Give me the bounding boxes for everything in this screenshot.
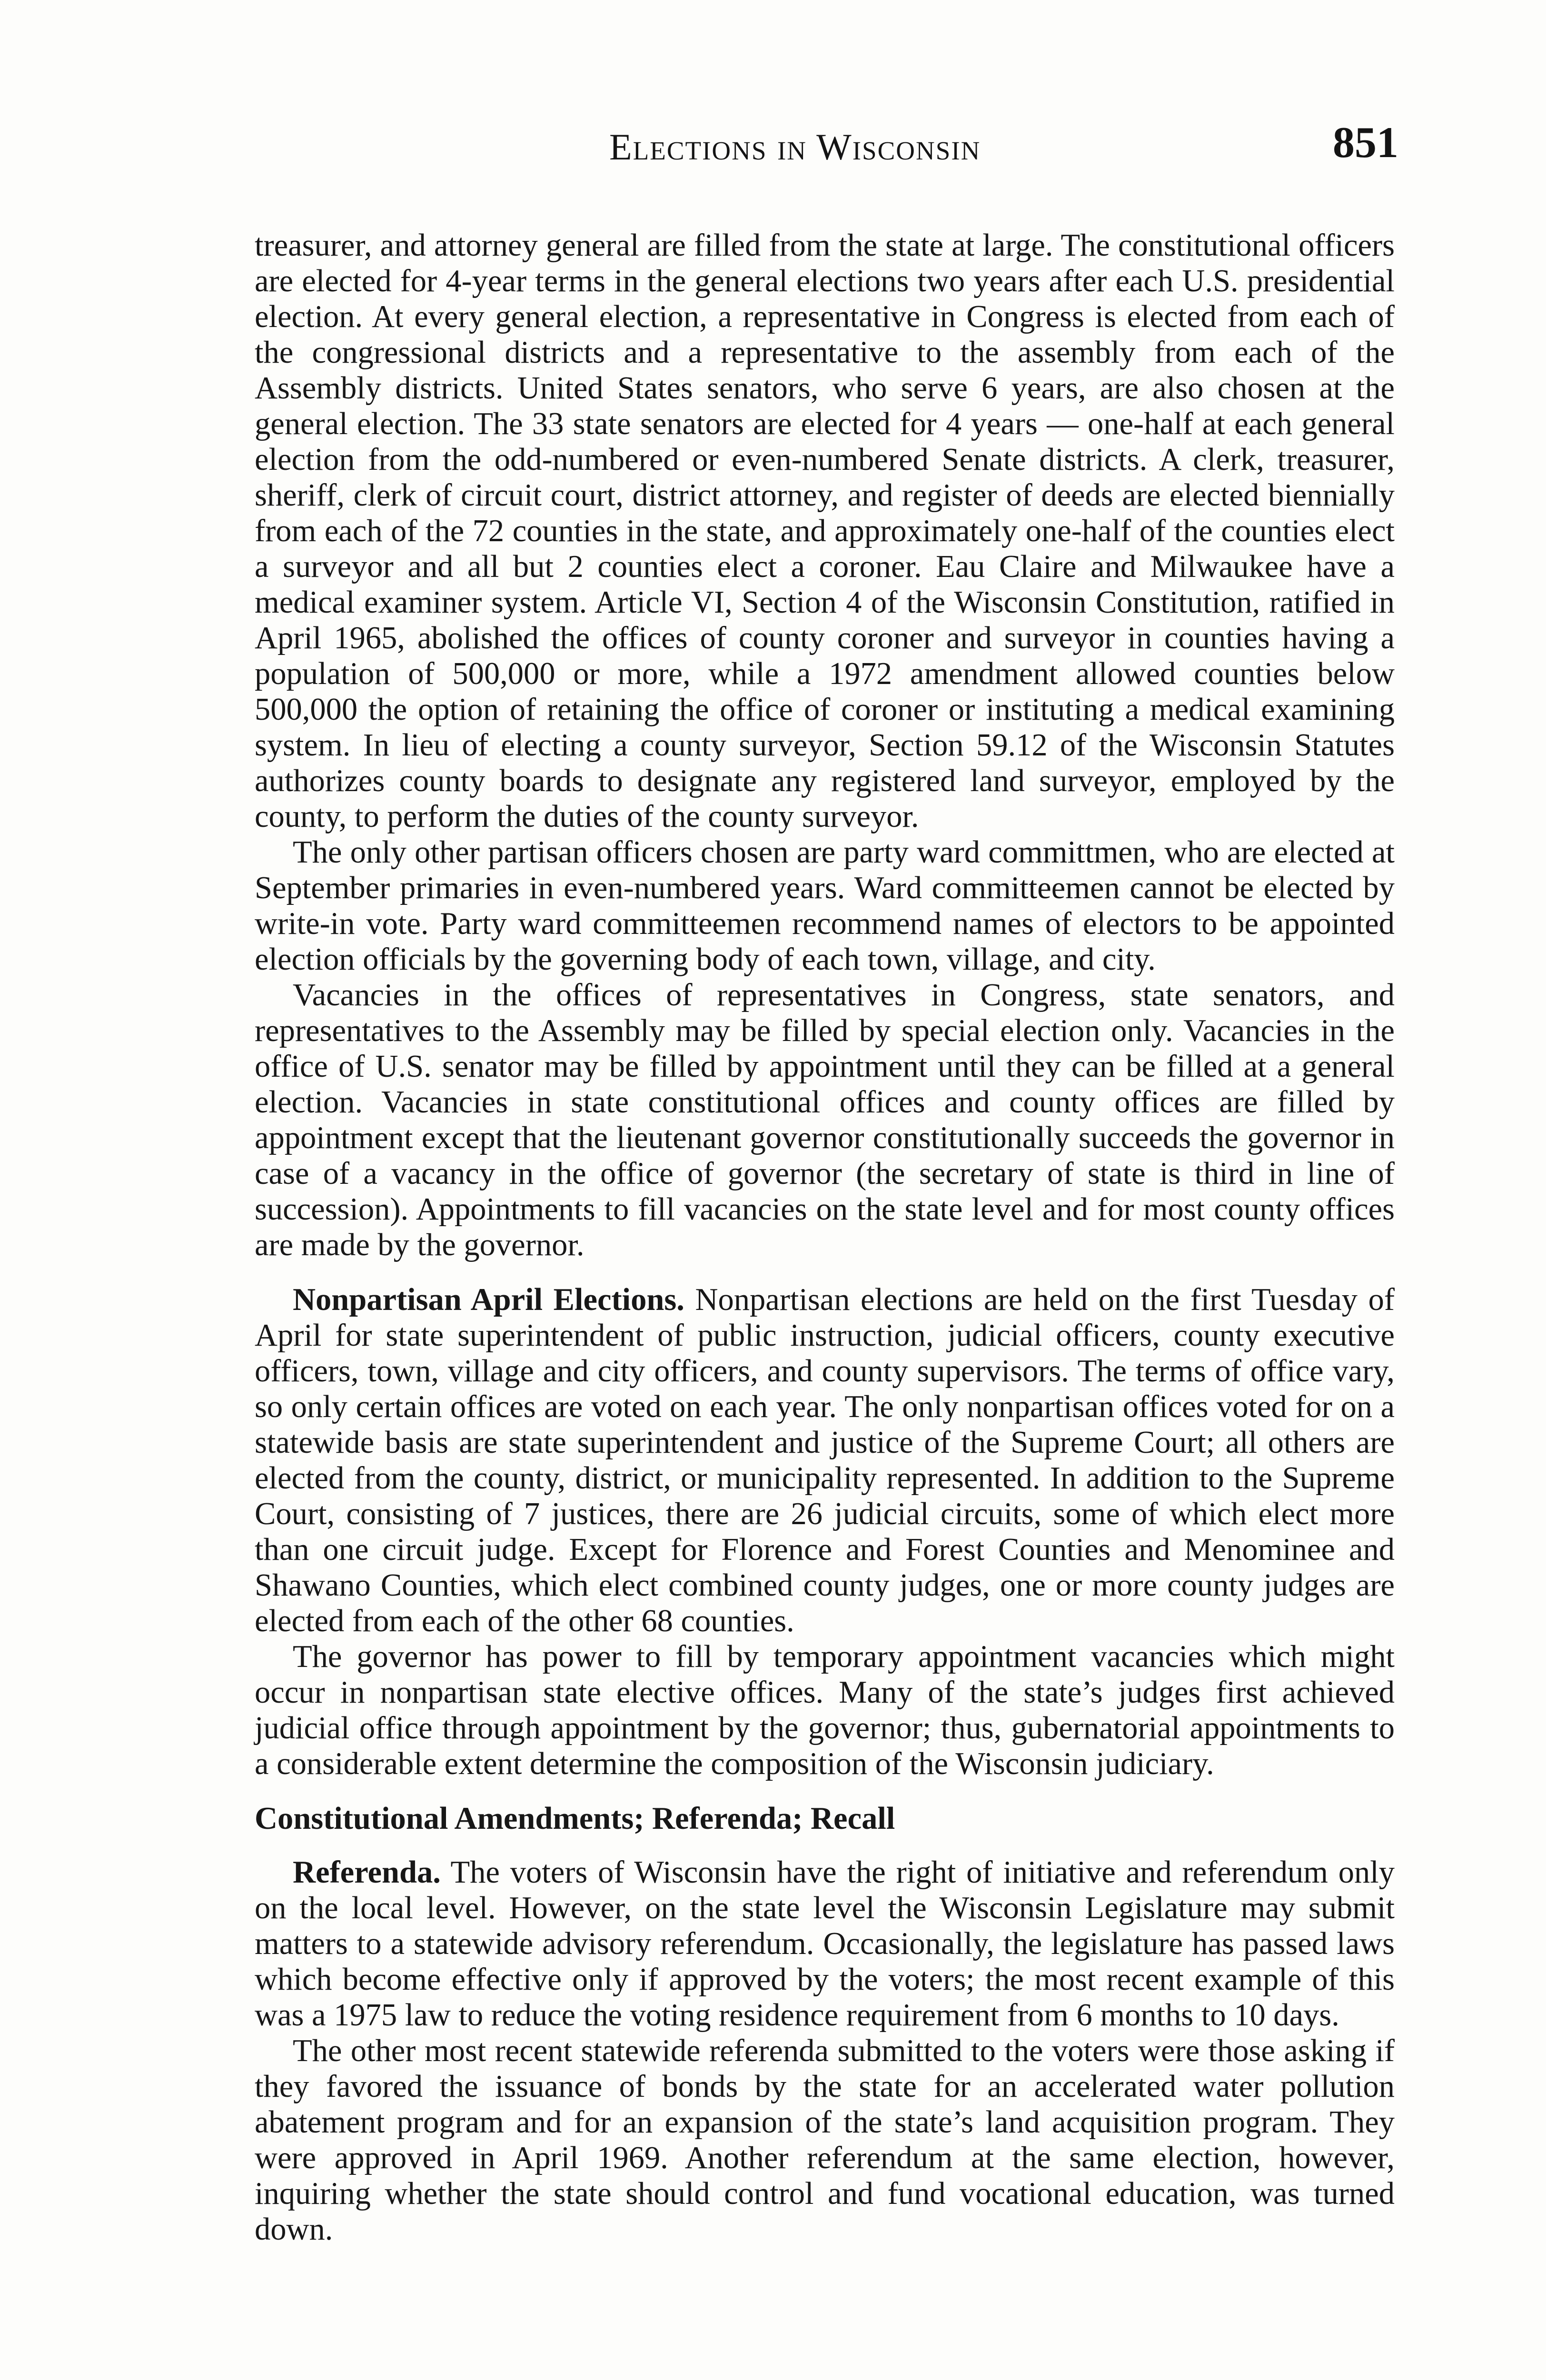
run-in-heading-referenda: Referenda. <box>293 1855 441 1890</box>
paragraph-nonpartisan-elections <box>255 1282 1395 1639</box>
paragraph-temporary-appointments: The governor has power to fill by temporary appointment vacancies which might occur in nonpartisan state elective offices. Many of the state’s judges first achieved judicial office through appointment by the governor; thus, gubernatorial appointments to a considerable extent determine the composition of the Wisconsin judiciary. <box>255 1639 1395 1781</box>
paragraph-ward-committeemen: The only other partisan officers chosen are party ward committmen, who are elected at September primaries in even-numbered years. Ward committeemen cannot be elected by write-in vote. Party ward committeemen recommend names of electors to be appointed election officials by the governing body of each town, village, and city. <box>255 835 1395 977</box>
paragraph-nonpartisan-text: Nonpartisan elections are held on the first Tuesday of April for state superintendent of public instruction, judicial officers, county executive officers, town, village and city officers, and county supervisors. The terms of office vary, so only certain offices are voted on each year. The only nonpartisan offices voted for on a statewide basis are state superintendent and justice of the Supreme Court; all others are elected from the county, district, or municipality represented. In addition to the Supreme Court, consisting of 7 justices, there are 26 judicial circuits, some of which elect more than one circuit judge. Except for Florence and Forest Counties and Menominee and Shawano Counties, which elect combined county judges, one or more county judges are elected from each of the other 68 counties. <box>255 1282 1395 1638</box>
section-heading: Constitutional Amendments; Referenda; Recall <box>255 1801 895 1836</box>
text-column <box>255 228 1395 2247</box>
page-number: 851 <box>1333 118 1398 167</box>
paragraph-recent-referenda: The other most recent statewide referenda submitted to the voters were those asking if they favored the issuance of bonds by the state for an accelerated water pollution abatement program and for an expansion of the state’s land acquisition program. They were approved in April 1969. Another referendum at the same election, however, inquiring whether the state should control and fund vocational education, was turned down. <box>255 2033 1395 2247</box>
paragraph-vacancies: Vacancies in the offices of representatives in Congress, state senators, and representatives to the Assembly may be filled by special election only. Vacancies in the office of U.S. senator may be filled by appointment until they can be filled at a general election. Vacancies in state constitutional offices and county offices are filled by appointment except that the lieutenant governor constitutionally succeeds the governor in case of a vacancy in the office of governor (the secretary of state is third in line of succession). Appointments to fill vacancies on the state level and for most county offices are made by the governor. <box>255 978 1395 1262</box>
paragraph-statewide-offices: treasurer, and attorney general are filled from the state at large. The constitutional officers are elected for 4-year terms in the general elections two years after each U.S. presidential election. At every general election, a representative in Congress is elected from each of the congressional districts and a representative to the assembly from each of the Assembly districts. United States senators, who serve 6 years, are also chosen at the general election. The 33 state senators are elected for 4 years — one-half at each general election from the odd-numbered or even-numbered Senate districts. A clerk, treasurer, sheriff, clerk of circuit court, district attorney, and register of deeds are elected biennially from each of the 72 counties in the state, and approximately one-half of the counties elect a surveyor and all but 2 counties elect a coroner. Eau Claire and Milwaukee have a medical examiner system. Article VI, Section 4 of the Wisconsin Constitution, ratified in April 1965, abolished the offices of county coroner and surveyor in counties having a population of 500,000 or more, while a 1972 amendment allowed counties below 500,000 the option of retaining the office of coroner or instituting a medical examining system. In lieu of electing a county surveyor, Section 59.12 of the Wisconsin Statutes authorizes county boards to designate any registered land surveyor, employed by the county, to perform the duties of the county surveyor. <box>255 228 1395 834</box>
paragraph-referenda <box>255 1854 1395 2033</box>
running-title: Elections in Wisconsin <box>609 126 981 168</box>
run-in-heading-nonpartisan: Nonpartisan April Elections. <box>293 1282 684 1317</box>
paragraph-referenda-text: The voters of Wisconsin have the right of initiative and referendum only on the local level. However, on the state level the Wisconsin Legislature may submit matters to a statewide advisory referendum. Occasionally, the legislature has passed laws which become effective only if approved by the voters; the most recent example of this was a 1975 law to reduce the voting residence requirement from 6 months to 10 days. <box>255 1855 1395 2033</box>
running-head <box>0 117 1546 169</box>
